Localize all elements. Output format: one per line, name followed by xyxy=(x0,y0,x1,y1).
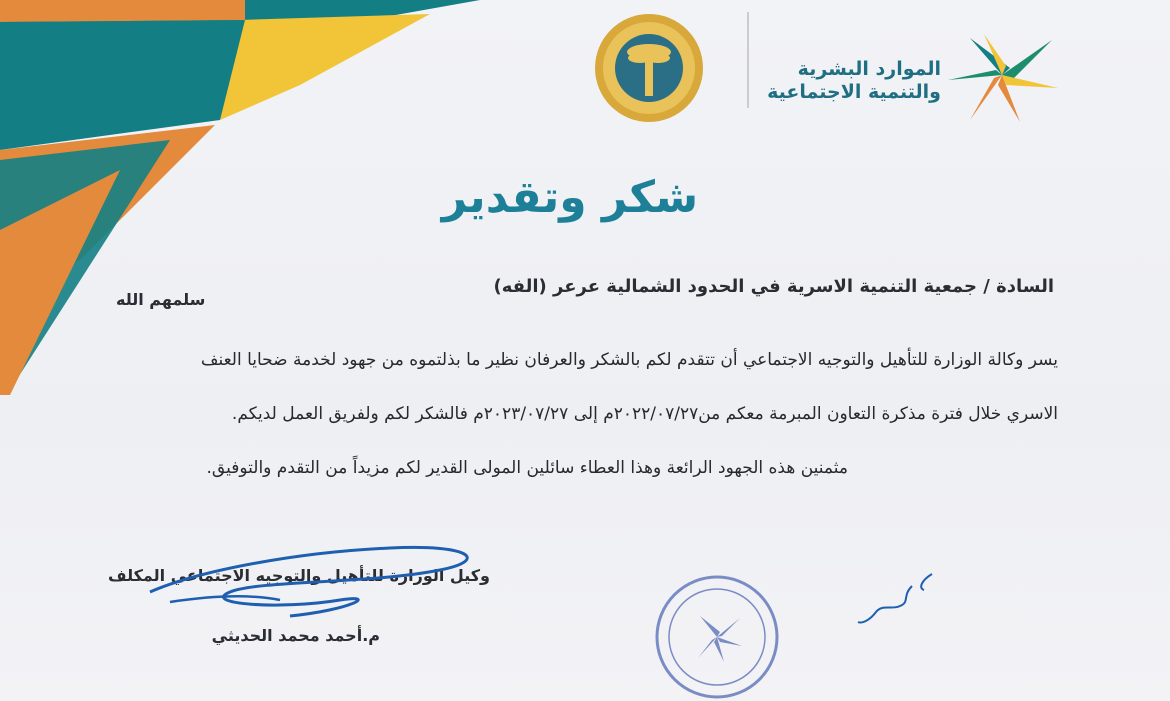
handwritten-signature xyxy=(140,540,490,630)
body-line-1: يسر وكالة الوزارة للتأهيل والتوجيه الاجتماعي أن تتقدم لكم بالشكر والعرفان نظير ما بذلتموه من جهود لخدمة ضحايا العنف xyxy=(200,350,1058,370)
page-title: شكر وتقدير xyxy=(441,172,699,223)
corner-yellow-band xyxy=(220,14,430,120)
header-divider xyxy=(747,12,749,108)
award-seal-logo xyxy=(590,12,708,124)
letter-body xyxy=(108,350,1058,512)
salutation: سلمهم الله xyxy=(116,290,206,309)
ministry-star-logo xyxy=(940,30,1065,125)
signatory-name: م.أحمد محمد الحديثي xyxy=(211,626,380,645)
handwritten-initials xyxy=(852,566,942,626)
decorative-corner-pattern xyxy=(0,0,480,400)
recipient-line: السادة / جمعية التنمية الاسرية في الحدود الشمالية عرعر (الفه) xyxy=(493,276,1054,297)
signatory-title: وكيل الوزارة للتأهيل والتوجيه الاجتماعي المكلف xyxy=(108,566,490,585)
body-line-2: الاسري خلال فترة مذكرة التعاون المبرمة معكم من٢٠٢٢/٠٧/٢٧م إلى ٢٠٢٣/٠٧/٢٧م فالشكر لكم ولفريق العمل لديكم. xyxy=(231,404,1058,424)
corner-orange-top xyxy=(0,0,245,22)
body-line-3: مثمنين هذه الجهود الرائعة وهذا العطاء سائلين المولى القدير لكم مزيداً من التقدم والتوفيق. xyxy=(206,458,848,478)
ministry-name-line2: والتنمية الاجتماعية xyxy=(767,81,941,103)
ministry-name xyxy=(766,58,941,104)
ministry-name-line1: الموارد البشرية xyxy=(797,58,941,80)
official-stamp xyxy=(652,574,782,700)
